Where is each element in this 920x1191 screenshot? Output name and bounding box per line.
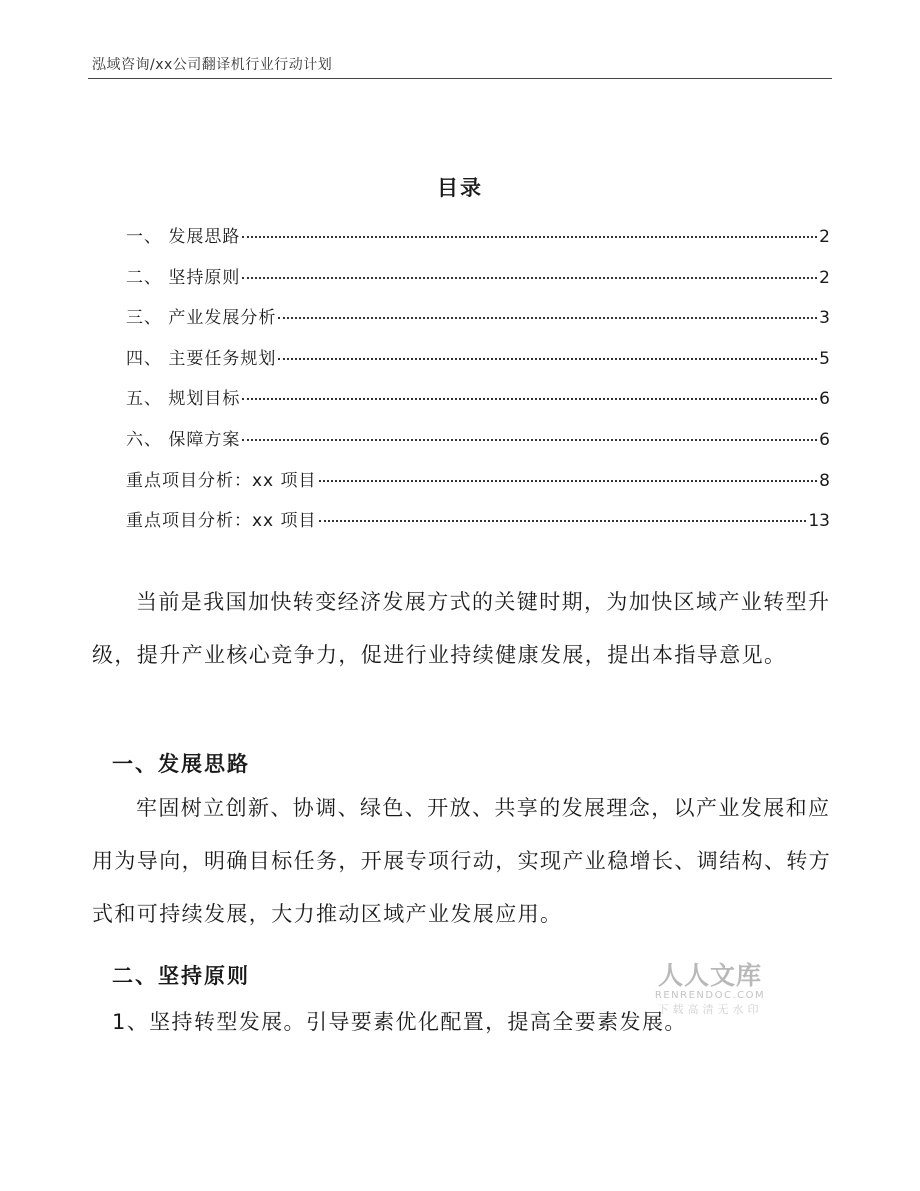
toc-item-label: 二、 坚持原则 xyxy=(126,267,241,288)
toc-leader-dots xyxy=(319,480,818,482)
toc-item[interactable] xyxy=(126,222,830,263)
toc-item-label: 六、 保障方案 xyxy=(126,429,241,450)
watermark-logo: 人人文库 xyxy=(657,961,762,990)
toc-leader-dots xyxy=(278,317,817,319)
toc-item-label: 重点项目分析：xx 项目 xyxy=(126,511,317,532)
principle-item-1: 1、坚持转型发展。引导要素优化配置，提高全要素发展。 xyxy=(112,1010,687,1034)
toc-item[interactable] xyxy=(126,303,830,344)
toc-title: 目录 xyxy=(437,176,483,200)
toc-leader-dots xyxy=(242,398,817,400)
toc-item-label: 三、 产业发展分析 xyxy=(126,308,277,329)
intro-paragraph: 当前是我国加快转变经济发展方式的关键时期，为加快区域产业转型升级，提升产业核心竞争力，促进行业持续健康发展，提出本指导意见。 xyxy=(92,590,831,667)
toc-item-page: 2 xyxy=(819,227,830,247)
toc-item[interactable] xyxy=(126,384,830,425)
section-heading-principles: 二、坚持原则 xyxy=(112,964,250,988)
watermark xyxy=(648,956,772,1017)
toc-item[interactable] xyxy=(126,263,830,304)
toc-item-label: 五、 规划目标 xyxy=(126,389,241,410)
toc-item[interactable] xyxy=(126,425,830,466)
toc-item-page: 6 xyxy=(819,389,830,410)
development-idea-paragraph: 牢固树立创新、协调、绿色、开放、共享的发展理念，以产业发展和应用为导向，明确目标任务，开展专项行动，实现产业稳增长、调结构、转方式和可持续发展，大力推动区域产业发展应用。 xyxy=(92,796,832,926)
toc-item-page: 2 xyxy=(819,267,830,288)
section-heading-development-idea: 一、发展思路 xyxy=(112,752,250,776)
toc-item-page: 3 xyxy=(819,308,830,329)
table-of-contents xyxy=(126,222,830,547)
watermark-note: 下载高清无水印 xyxy=(657,1003,763,1016)
header-divider xyxy=(88,78,832,79)
toc-item[interactable] xyxy=(126,344,830,385)
toc-item-label: 四、 主要任务规划 xyxy=(126,348,277,369)
toc-item-page: 8 xyxy=(819,470,830,491)
toc-item[interactable] xyxy=(126,466,830,507)
toc-item[interactable] xyxy=(126,506,830,547)
page-header: 泓域咨询/xx公司翻译机行业行动计划 xyxy=(92,57,333,73)
toc-leader-dots xyxy=(278,358,817,360)
toc-leader-dots xyxy=(242,236,817,238)
toc-leader-dots xyxy=(242,439,817,441)
toc-leader-dots xyxy=(242,277,817,279)
toc-item-label: 重点项目分析：xx 项目 xyxy=(126,470,317,491)
toc-item-page: 5 xyxy=(819,348,830,369)
toc-leader-dots xyxy=(319,520,807,522)
toc-item-page: 13 xyxy=(808,511,830,532)
watermark-domain: RENRENDOC.COM xyxy=(654,990,766,1001)
toc-item-page: 6 xyxy=(819,429,830,450)
toc-item-label: 一、 发展思路 xyxy=(126,227,241,247)
